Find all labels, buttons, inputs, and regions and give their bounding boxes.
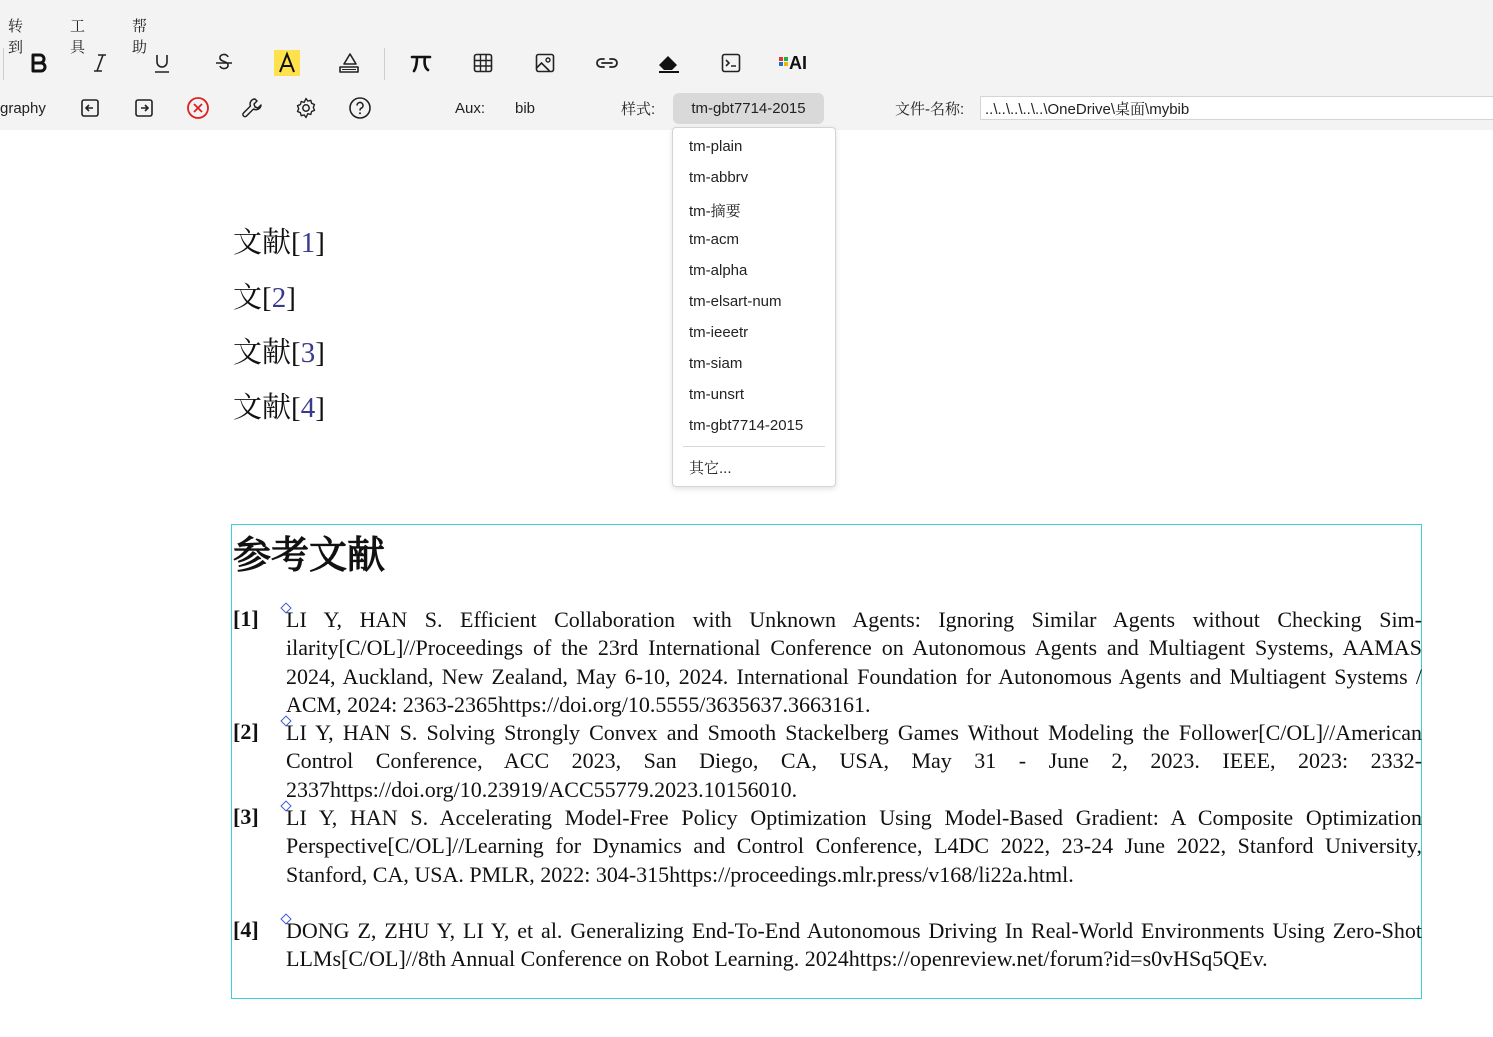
- style-option[interactable]: tm-alpha: [689, 262, 748, 279]
- citation-bracket: ]: [315, 337, 325, 369]
- citation-number[interactable]: 2: [271, 282, 287, 314]
- style-option[interactable]: tm-ieeetr: [689, 324, 749, 341]
- wrench-icon: [240, 96, 264, 120]
- gear-icon: [294, 96, 318, 120]
- toolbar-separator: [384, 48, 385, 80]
- citation-bracket: [: [262, 282, 272, 314]
- help-icon: [348, 96, 372, 120]
- reference-label: [3]: [233, 804, 259, 829]
- export-button[interactable]: [126, 90, 162, 126]
- style-option[interactable]: tm-elsart-num: [689, 293, 782, 310]
- references-title: 参考文献: [233, 532, 386, 577]
- insert-table-button[interactable]: [465, 44, 501, 82]
- settings-button[interactable]: [288, 90, 324, 126]
- citation-number[interactable]: 3: [300, 337, 316, 369]
- import-icon: [78, 96, 102, 120]
- insert-link-button[interactable]: [589, 44, 625, 82]
- citation-number[interactable]: 4: [300, 392, 316, 424]
- style-label: 样式:: [621, 100, 656, 118]
- insert-image-button[interactable]: [527, 44, 563, 82]
- aux-label: Aux:: [455, 99, 486, 117]
- ai-icon: [779, 53, 807, 74]
- bold-icon: [27, 51, 51, 75]
- italic-icon: [88, 51, 112, 75]
- pi-icon: [408, 51, 434, 75]
- help-button[interactable]: [342, 90, 378, 126]
- reference-label: [1]: [233, 606, 259, 631]
- style-select[interactable]: tm-gbt7714-2015: [673, 93, 824, 124]
- style-option[interactable]: tm-acm: [689, 231, 739, 248]
- citation-text: 文献: [233, 227, 292, 259]
- insert-math-button[interactable]: [403, 44, 439, 82]
- style-option[interactable]: tm-plain: [689, 138, 743, 155]
- dropdown-separator: [683, 446, 825, 447]
- terminal-button[interactable]: [713, 44, 749, 82]
- menu-tools[interactable]: 工具: [70, 18, 86, 56]
- bibliography-toolbar: [0, 90, 1493, 126]
- citation-text: 文: [233, 282, 263, 314]
- bold-button[interactable]: [21, 44, 57, 82]
- image-icon: [533, 51, 557, 75]
- ai-label: AI: [789, 52, 807, 73]
- close-button[interactable]: [180, 90, 216, 126]
- file-name-label: 文件-名称:: [895, 100, 965, 118]
- highlight-icon: [273, 49, 301, 77]
- citation-bracket: [: [291, 227, 301, 259]
- style-option-other[interactable]: 其它...: [689, 460, 732, 477]
- citation-text: 文献: [233, 392, 292, 424]
- style-option[interactable]: tm-gbt7714-2015: [689, 417, 804, 434]
- ai-button[interactable]: [775, 44, 811, 82]
- file-name-input[interactable]: [980, 96, 1493, 120]
- aux-value[interactable]: bib: [515, 99, 536, 117]
- citation-bracket: ]: [286, 282, 296, 314]
- table-icon: [471, 51, 495, 75]
- citation-bracket: ]: [315, 392, 325, 424]
- text-color-button[interactable]: [331, 44, 367, 82]
- style-option[interactable]: tm-siam: [689, 355, 743, 372]
- style-dropdown-menu: [672, 127, 836, 487]
- citation-line: [233, 385, 325, 426]
- citation-bracket: [: [291, 337, 301, 369]
- link-icon: [594, 51, 620, 75]
- citation-number[interactable]: 1: [300, 227, 316, 259]
- toolbar-separator: [3, 48, 4, 80]
- reference-label: [4]: [233, 917, 259, 942]
- style-option[interactable]: tm-abbrv: [689, 169, 749, 186]
- menu-goto[interactable]: 转到: [8, 18, 24, 56]
- text-color-icon: [336, 50, 362, 76]
- style-option[interactable]: tm-unsrt: [689, 386, 745, 403]
- citation-bracket: [: [291, 392, 301, 424]
- citation-line: [233, 220, 325, 261]
- eraser-icon: [656, 51, 682, 75]
- export-icon: [132, 96, 156, 120]
- import-button[interactable]: [72, 90, 108, 126]
- reference-label: [2]: [233, 719, 259, 744]
- italic-button[interactable]: [82, 44, 118, 82]
- underline-icon: [150, 51, 174, 75]
- menu-help[interactable]: 帮助: [132, 18, 148, 56]
- citation-bracket: ]: [315, 227, 325, 259]
- reference-entry: LI Y, HAN S. Efficient Collaboration with Unknown Agents: Ignoring Similar Agents without Checking Sim-ilarity[C/OL]//Proceedings of the 23rd International Conference on Autonomous Agents and Multiagent Systems, AAMAS 2024, Auckland, New Zealand, May 6-10, 2024. International Foundation for Autonomous Agents and Multiagent Systems / ACM, 2024: 2363-2365https://doi.org/10.5555/3635637.3663161.: [286, 607, 1422, 717]
- tools-button[interactable]: [234, 90, 270, 126]
- citation-text: 文献: [233, 337, 292, 369]
- underline-button[interactable]: [144, 44, 180, 82]
- strikethrough-button[interactable]: [206, 44, 242, 82]
- reference-entry: DONG Z, ZHU Y, LI Y, et al. Generalizing End-To-End Autonomous Driving In Real-World Environments Using Zero-Shot LLMs[C/OL]//8th Annual Conference on Robot Learning. 2024https://openreview.net/forum?id=s0vHSq5QEv.: [286, 918, 1422, 972]
- citation-line: [233, 330, 325, 371]
- format-toolbar: [0, 44, 1493, 84]
- reference-entry: LI Y, HAN S. Accelerating Model-Free Policy Optimization Using Model-Based Gradient: A Composite Optimization Perspective[C/OL]//Learning for Dynamics and Control Conference, L4DC 2022, 23-24 June 2022, Stanford University, Stanford, CA, USA. PMLR, 2022: 304-315https://proceedings.mlr.press/v168/li22a.html.: [286, 805, 1422, 887]
- highlight-button[interactable]: [269, 44, 305, 82]
- reference-entry: LI Y, HAN S. Solving Strongly Convex and Smooth Stackelberg Games Without Modeling the Follower[C/OL]//American Control Conference, ACC 2023, San Diego, CA, USA, May 31 - June 2, 2023. IEEE, 2023: 2332-2337https://doi.org/10.23919/ACC55779.2023.10156010.: [286, 720, 1422, 802]
- eraser-button[interactable]: [651, 44, 687, 82]
- strikethrough-icon: [212, 51, 236, 75]
- style-option[interactable]: tm-摘要: [689, 203, 741, 220]
- terminal-icon: [719, 51, 743, 75]
- stop-icon: [186, 96, 210, 120]
- citation-line: [233, 275, 296, 316]
- bibliography-label: graphy: [0, 99, 46, 117]
